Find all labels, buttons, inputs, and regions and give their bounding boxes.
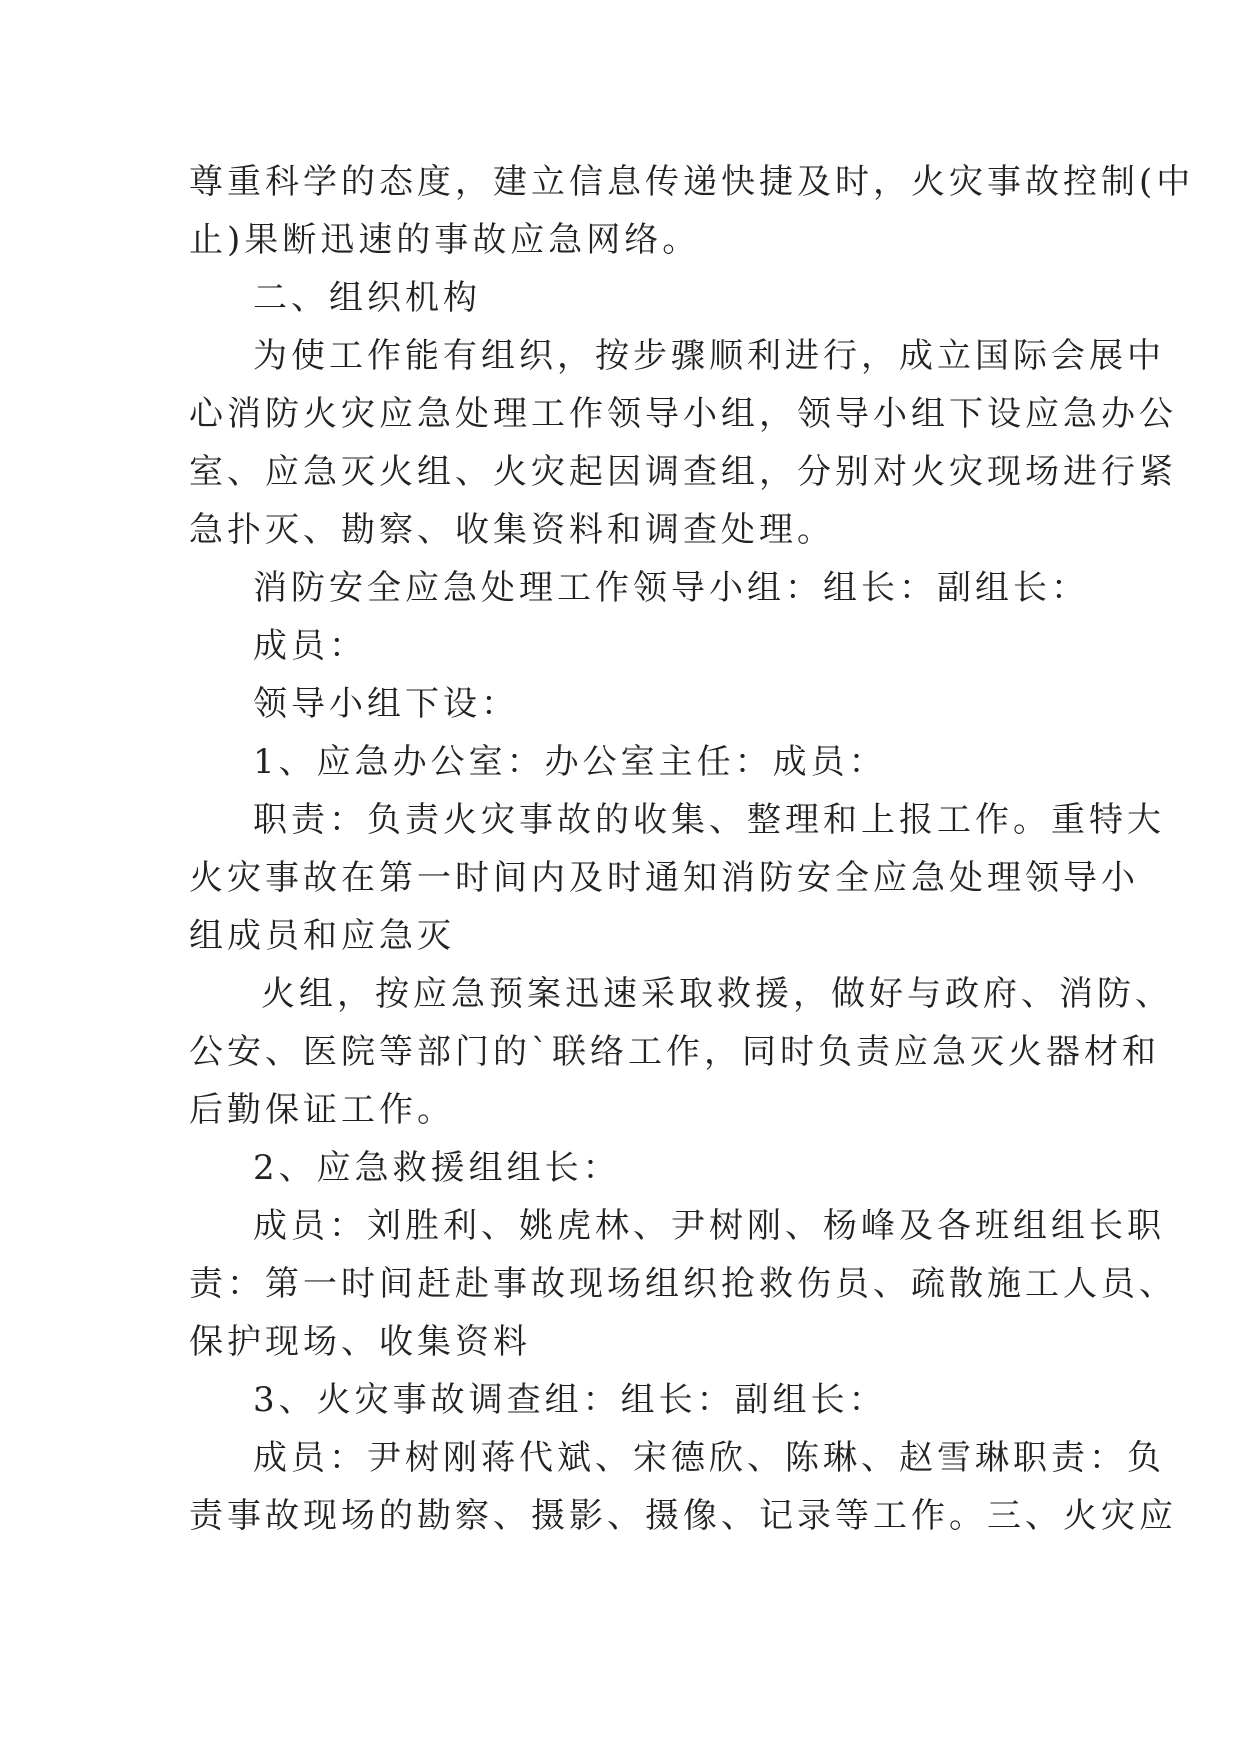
paragraph-line: 成员：刘胜利、姚虎林、尹树刚、杨峰及各班组组长职 bbox=[253, 1206, 1165, 1246]
paragraph-line: 公安、医院等部门的`联络工作，同时负责应急灭火器材和 bbox=[189, 1032, 1160, 1072]
paragraph-line: 责：第一时间赶赴事故现场组织抢救伤员、疏散施工人员、 bbox=[189, 1264, 1177, 1304]
paragraph-line: 后勤保证工作。 bbox=[189, 1090, 455, 1130]
paragraph-line: 尊重科学的态度，建立信息传递快捷及时，火灾事故控制(中 bbox=[189, 162, 1195, 202]
paragraph-line: 心消防火灾应急处理工作领导小组，领导小组下设应急办公 bbox=[189, 394, 1177, 434]
paragraph-line: 成员： bbox=[253, 626, 367, 666]
paragraph-line: 成员：尹树刚蒋代斌、宋德欣、陈琳、赵雪琳职责：负 bbox=[253, 1438, 1165, 1478]
paragraph-line: 保护现场、收集资料 bbox=[189, 1322, 531, 1362]
paragraph-line: 3、火灾事故调查组：组长：副组长： bbox=[253, 1380, 887, 1420]
paragraph-line: 职责：负责火灾事故的收集、整理和上报工作。重特大 bbox=[253, 800, 1165, 840]
paragraph-line: 急扑灭、勘察、收集资料和调查处理。 bbox=[189, 510, 835, 550]
paragraph-line: 责事故现场的勘察、摄影、摄像、记录等工作。三、火灾应 bbox=[189, 1496, 1177, 1536]
paragraph-line: 消防安全应急处理工作领导小组：组长：副组长： bbox=[253, 568, 1089, 608]
paragraph-line: 2、应急救援组组长： bbox=[253, 1148, 621, 1188]
paragraph-line: 领导小组下设： bbox=[253, 684, 519, 724]
paragraph-line: 止)果断迅速的事故应急网络。 bbox=[189, 220, 701, 260]
paragraph-line: 火灾事故在第一时间内及时通知消防安全应急处理领导小 bbox=[189, 858, 1139, 898]
paragraph-line: 组成员和应急灭 bbox=[189, 916, 455, 956]
paragraph-line: 火组，按应急预案迅速采取救援，做好与政府、消防、 bbox=[261, 974, 1173, 1014]
paragraph-line: 1、应急办公室：办公室主任：成员： bbox=[253, 742, 887, 782]
paragraph-line: 室、应急灭火组、火灾起因调查组，分别对火灾现场进行紧 bbox=[189, 452, 1177, 492]
document-body bbox=[189, 153, 1195, 1545]
section-heading: 二、组织机构 bbox=[253, 278, 481, 318]
paragraph-line: 为使工作能有组织，按步骤顺利进行，成立国际会展中 bbox=[253, 336, 1165, 376]
